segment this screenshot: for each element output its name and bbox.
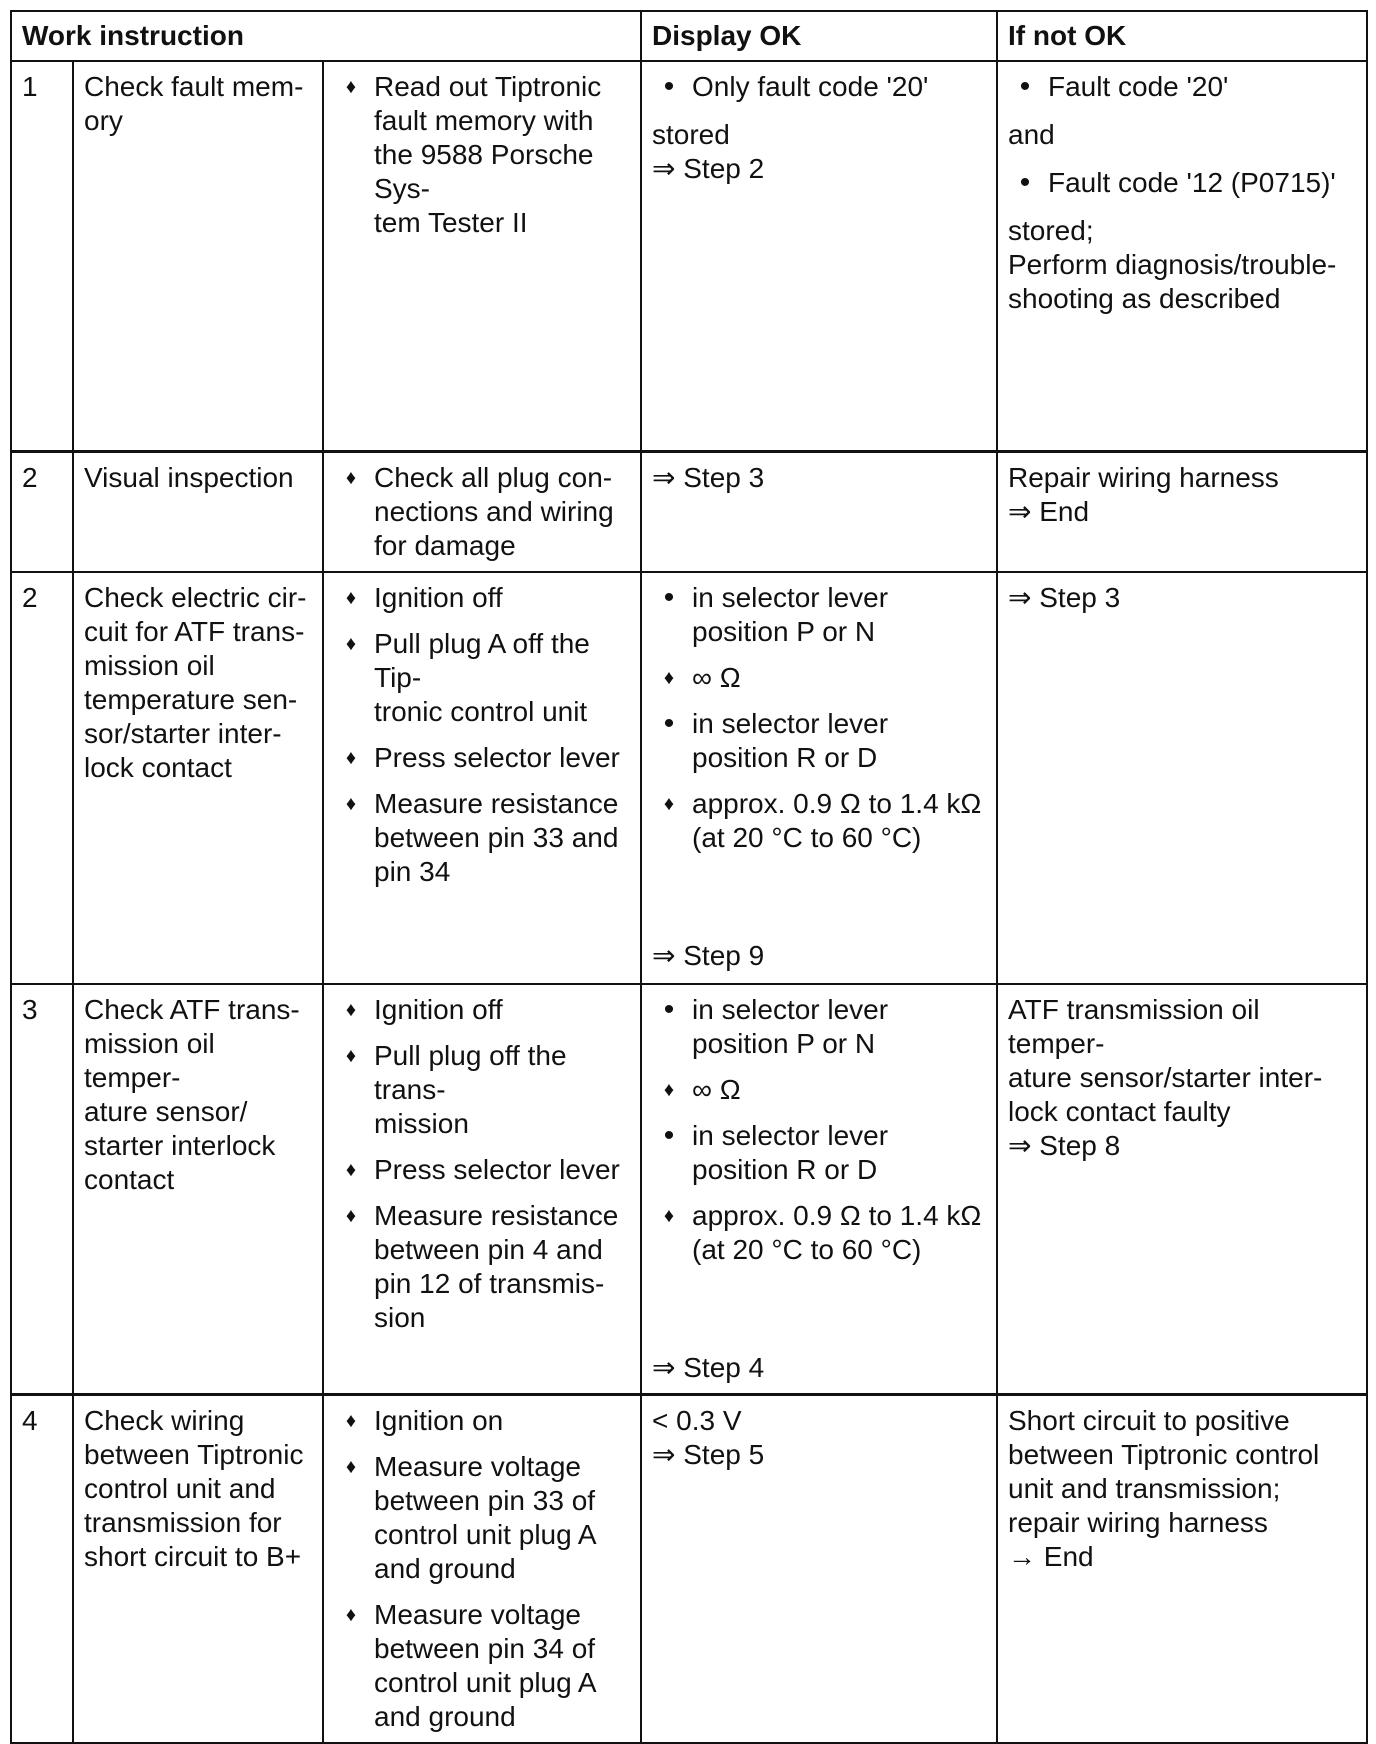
action-item: ♦ Pull plug A off the Tip- tronic control unit [334,627,630,729]
ok-item: • in selector lever position P or N [652,993,986,1061]
diamond-bullet-icon: ♦ [345,746,357,769]
ok-next-step: ⇒ Step 9 [652,939,765,971]
step-actions [323,451,641,572]
step-title: Check wiring between Tiptronic control unit and transmission for short circuit to B+ [73,1394,323,1743]
step-title: Visual inspection [73,451,323,572]
round-bullet-icon: • [663,70,675,103]
ok-item: • in selector lever position P or N [652,581,986,649]
action-item: ♦ Pull plug off the trans- mission [334,1039,630,1141]
action-item: ♦ Ignition off [334,581,630,615]
ok-item: • Only fault code '20' [652,70,986,104]
ok-next-step: ⇒ Step 3 [652,461,765,493]
display-ok-cell [641,61,997,451]
step-number: 2 [11,572,73,984]
diamond-bullet-icon: ♦ [345,792,357,815]
ok-text: < 0.3 V ⇒ Step 5 [652,1404,765,1470]
diamond-bullet-icon: ♦ [345,1158,357,1181]
ok-text: stored [652,119,730,150]
table-row [11,451,1367,572]
if-not-ok-cell [997,451,1367,572]
diamond-bullet-icon: ♦ [345,632,357,655]
action-item: ♦ Ignition off [334,993,630,1027]
round-bullet-icon: • [663,1118,675,1152]
table-row [11,984,1367,1395]
diamond-bullet-icon: ♦ [345,1204,357,1227]
table-row [11,572,1367,984]
action-item: ♦ Read out Tiptronic fault memory with the 9588 Porsche Sys- tem Tester II [334,70,630,240]
step-number: 1 [11,61,73,451]
ok-next-step: ⇒ Step 2 [652,153,765,184]
action-item: ♦ Measure resistance between pin 33 and pin 34 [334,787,630,889]
nok-text: ATF transmission oil temper- ature sensor/starter inter- lock contact faulty ⇒ Step 8 [1008,993,1323,1161]
diamond-bullet-icon: ♦ [345,1603,357,1626]
header-if-not-ok: If not OK [997,11,1367,61]
diamond-bullet-icon: ♦ [663,1078,675,1101]
nok-text: stored; Perform diagnosis/trouble- shooting as described [1008,215,1337,314]
table-row [11,1394,1367,1743]
nok-item: • Fault code '20' [1008,70,1356,104]
round-bullet-icon: • [1019,70,1031,103]
round-bullet-icon: • [663,580,675,614]
diamond-bullet-icon: ♦ [345,76,357,98]
diamond-bullet-icon: ♦ [345,586,357,609]
action-item: ♦ Press selector lever [334,1153,630,1187]
diamond-bullet-icon: ♦ [663,666,675,689]
nok-text: Repair wiring harness ⇒ End [1008,461,1279,527]
table-header-row [11,11,1367,61]
display-ok-cell [641,984,997,1395]
step-title: Check ATF trans- mission oil temper- ature sensor/ starter interlock contact [73,984,323,1395]
nok-text: and [1008,119,1055,150]
diamond-bullet-icon: ♦ [345,1044,357,1067]
action-item: ♦ Check all plug con- nections and wiring for damage [334,461,630,563]
display-ok-cell [641,1394,997,1743]
step-number: 4 [11,1394,73,1743]
step-number: 2 [11,451,73,572]
if-not-ok-cell [997,984,1367,1395]
if-not-ok-cell [997,61,1367,451]
ok-item: ♦ approx. 0.9 Ω to 1.4 kΩ (at 20 °C to 60 °C) [652,1199,986,1267]
nok-text: Short circuit to positive between Tiptronic control unit and transmission; repair wiring harness → End [1008,1404,1320,1572]
action-item: ♦ Ignition on [334,1404,630,1438]
ok-next-step: ⇒ Step 4 [652,1351,765,1383]
round-bullet-icon: • [663,706,675,740]
step-actions [323,984,641,1395]
nok-item: • Fault code '12 (P0715)' [1008,166,1356,200]
action-item: ♦ Measure voltage between pin 33 of control unit plug A and ground [334,1450,630,1586]
header-work-instruction: Work instruction [11,11,641,61]
step-actions [323,61,641,451]
nok-next-step: ⇒ Step 3 [1008,581,1121,613]
table-row [11,61,1367,451]
step-actions [323,572,641,984]
diamond-bullet-icon: ♦ [345,1409,357,1432]
step-title: Check fault mem- ory [73,61,323,451]
ok-item: • in selector lever position R or D [652,707,986,775]
if-not-ok-cell [997,572,1367,984]
round-bullet-icon: • [663,992,675,1026]
diamond-bullet-icon: ♦ [345,998,357,1021]
action-item: ♦ Press selector lever [334,741,630,775]
round-bullet-icon: • [1019,166,1031,199]
diamond-bullet-icon: ♦ [663,792,675,815]
ok-item: • in selector lever position R or D [652,1119,986,1187]
ok-item: ♦ ∞ Ω [652,1073,986,1107]
ok-item: ♦ ∞ Ω [652,661,986,695]
if-not-ok-cell [997,1394,1367,1743]
diamond-bullet-icon: ♦ [663,1204,675,1227]
step-title: Check electric cir- cuit for ATF trans- mission oil temperature sen- sor/starter inter- lock contact [73,572,323,984]
step-number: 3 [11,984,73,1395]
action-item: ♦ Measure voltage between pin 34 of control unit plug A and ground [334,1598,630,1734]
diamond-bullet-icon: ♦ [345,466,357,489]
action-item: ♦ Measure resistance between pin 4 and pin 12 of transmis- sion [334,1199,630,1335]
work-instruction-table [10,10,1368,1744]
step-actions [323,1394,641,1743]
display-ok-cell [641,572,997,984]
ok-item: ♦ approx. 0.9 Ω to 1.4 kΩ (at 20 °C to 60 °C) [652,787,986,855]
display-ok-cell [641,451,997,572]
diamond-bullet-icon: ♦ [345,1455,357,1478]
header-display-ok: Display OK [641,11,997,61]
